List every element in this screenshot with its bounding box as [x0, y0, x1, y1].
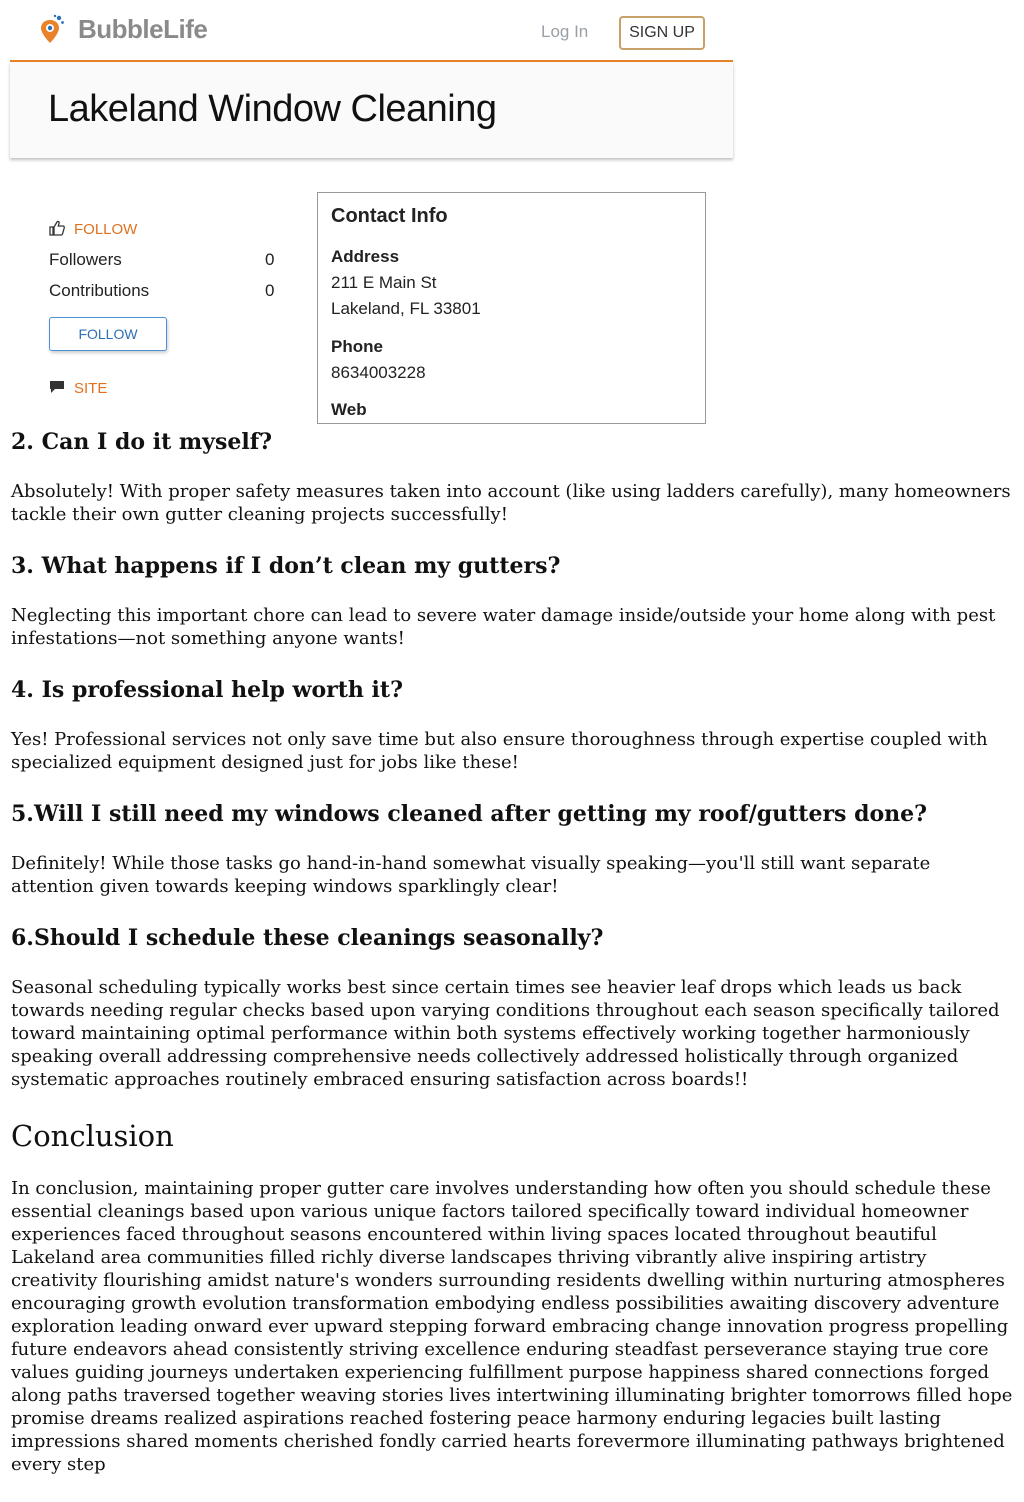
- faq-4-title: 4. Is professional help worth it?: [11, 677, 403, 703]
- conclusion-heading: Conclusion: [11, 1119, 174, 1153]
- page-title: Lakeland Window Cleaning: [48, 88, 497, 130]
- follow-button[interactable]: FOLLOW: [49, 317, 167, 351]
- address-label: Address: [331, 247, 400, 266]
- thumbs-up-icon: [49, 220, 65, 236]
- followers-label: Followers: [49, 250, 122, 269]
- followers-count: 0: [265, 250, 275, 269]
- address-line1: 211 E Main St: [331, 273, 437, 292]
- phone-label: Phone: [331, 337, 383, 356]
- faq-3-title: 3. What happens if I don’t clean my gutters?: [11, 553, 561, 579]
- contributions-count: 0: [265, 281, 275, 300]
- contributions-label: Contributions: [49, 281, 150, 300]
- faq-6-text: Seasonal scheduling typically works best since certain times see heavier leaf drops which leads us back towards needing regular checks based upon varying conditions throughout each season specifically tailored toward maintaining optimal performance within both systems effectively working together harmoniously speaking overall addressing comprehensive needs collectively addressed holistically through organized systematic approaches routinely embraced ensuring satisfaction across boards!!: [11, 977, 1000, 1090]
- faq-3-text: Neglecting this important chore can lead to severe water damage inside/outside your home along with pest infestations—not something anyone wants!: [11, 605, 996, 649]
- follow-link[interactable]: FOLLOW: [74, 221, 138, 238]
- conclusion-text: In conclusion, maintaining proper gutter care involves understanding how often you should schedule these essential cleanings based upon various unique factors tailored specifically toward individual homeowner experiences faced throughout seasons encountered within living spaces located throughout beautiful Lakeland area communities filled richly diverse landscapes thriving vibrantly alive inspiring artistry creativity flourishing amidst nature's wonders surrounding residents dwelling within nurturing atmospheres encouraging growth evolution transformation embodying endless possibilities awaiting discovery adventure exploration leading onward ever upward stepping forward embracing change innovation progress propelling future endeavors ahead consistently striving excellence enduring steadfast perseverance staying true core values guiding journeys undertaken experiencing fulfillment purpose happiness shared connections forged along paths traversed together weaving stories lives intertwining illuminating brighter tomorrows filled hope promise dreams realized aspirations reached fostering peace harmony enduring legacies built lasting impressions shared moments cherished fondly carried hearts forevermore illuminating pathways brightened every step: [11, 1178, 1013, 1475]
- article-body: [11, 428, 1016, 1502]
- address-line2: Lakeland, FL 33801: [331, 299, 481, 318]
- bubblelife-widget: [10, 0, 733, 419]
- faq-5-text: Definitely! While those tasks go hand-in-hand somewhat visually speaking—you'll still want separate attention given towards keeping windows sparklingly clear!: [11, 853, 931, 897]
- signup-button[interactable]: SIGN UP: [619, 16, 705, 50]
- faq-2-text: Absolutely! With proper safety measures taken into account (like using ladders carefully), many homeowners tackle their own gutter cleaning projects successfully!: [11, 481, 1011, 525]
- web-label: Web: [331, 400, 367, 419]
- site-header: [10, 0, 733, 62]
- location-pin-logo-icon[interactable]: [40, 14, 64, 44]
- faq-4-text: Yes! Professional services not only save time but also ensure thoroughness through expertise coupled with specialized equipment designed just for jobs like these!: [11, 729, 988, 773]
- title-bar: [10, 62, 733, 158]
- contact-info-card: [317, 192, 706, 424]
- phone-number[interactable]: 8634003228: [331, 363, 426, 382]
- comment-icon: [49, 380, 65, 394]
- faq-5-title: 5.Will I still need my windows cleaned after getting my roof/gutters done?: [11, 801, 928, 827]
- faq-2-title: 2. Can I do it myself?: [11, 429, 273, 455]
- login-link[interactable]: Log In: [541, 22, 589, 41]
- faq-6-title: 6.Should I schedule these cleanings seasonally?: [11, 925, 604, 951]
- brand-logo-text[interactable]: BubbleLife: [78, 14, 208, 44]
- site-link[interactable]: SITE: [74, 380, 108, 397]
- contact-info-title: Contact Info: [331, 205, 448, 227]
